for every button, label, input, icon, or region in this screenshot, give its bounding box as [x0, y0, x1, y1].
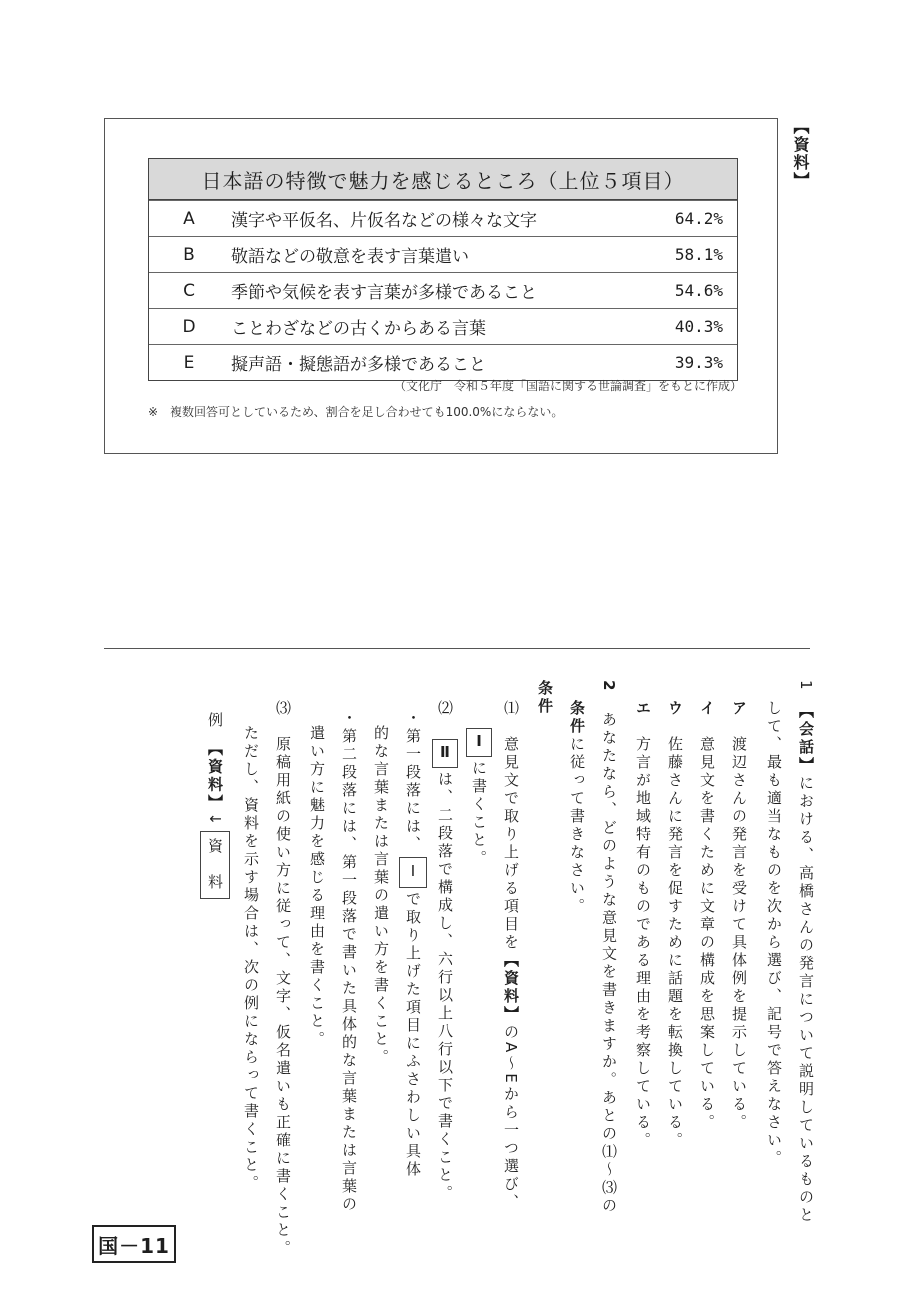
q2-line1 [592, 680, 626, 1215]
cond1-line1 [494, 700, 528, 1212]
cond2-line4: ・第二段落には、第一段落で書いた具体的な言葉または言葉の [340, 710, 358, 1214]
option-key: エ [634, 700, 652, 718]
cond2-line5: 遣い方に魅力を感じる理由を書くこと。 [308, 725, 326, 1049]
material-label: 【資料】 [791, 118, 810, 190]
answer-box-1: Ⅰ [466, 728, 492, 757]
cond2-bullet1-cont: で取り上げた項目にふさわしい具体 [404, 891, 422, 1179]
row-key: D [182, 316, 196, 337]
q1-line1 [789, 680, 823, 1225]
row-key: C [183, 280, 195, 301]
cond3-line1 [266, 700, 300, 1258]
row-item: 敬語などの敬意を表す言葉遣い [231, 247, 469, 267]
q1-line2: して、最も適当なものを次から選び、記号で答えなさい。 [765, 700, 783, 1168]
q2-line2 [560, 700, 594, 916]
table-row [149, 344, 737, 380]
q1-number: 1 [797, 680, 815, 693]
option-key: ウ [666, 700, 684, 718]
example-box [200, 831, 230, 899]
option-text: 渡辺さんの発言を受けて具体例を提示している。 [730, 736, 748, 1132]
option-e [626, 700, 660, 1150]
cond1-text: 意見文で取り上げる項目を [502, 736, 520, 952]
cond3-line2: ただし、資料を示す場合は、次の例にならって書くこと。 [242, 725, 260, 1193]
answer-box-ref: Ⅰ [399, 857, 427, 888]
section-divider [104, 648, 810, 649]
cond1-line2 [462, 725, 496, 868]
example [198, 712, 232, 902]
source-citation: （文化庁 令和５年度「国語に関する世論調査」をもとに作成） [393, 379, 742, 393]
row-percent: 39.3% [674, 353, 723, 372]
q2-text: あなたなら、どのような意見文を書きますか。あとの⑴〜⑶の [600, 711, 618, 1216]
table-row [149, 200, 737, 236]
row-percent: 58.1% [674, 245, 723, 264]
survey-table [148, 158, 738, 381]
cond2-bullet1: ・第一段落には、 [404, 710, 422, 854]
row-item: 季節や気候を表す言葉が多様であること [231, 283, 537, 303]
cond2-line3: 的な言葉または言葉の遣い方を書くこと。 [372, 725, 390, 1067]
table-row [149, 236, 737, 272]
cond2-line1 [428, 700, 462, 1203]
cond2-line2 [396, 710, 430, 1179]
answer-box-2: Ⅱ [432, 739, 458, 768]
cond3-text: 原稿用紙の使い方に従って、文字、仮名遣いも正確に書くこと。 [274, 736, 292, 1258]
row-percent: 64.2% [674, 209, 723, 228]
row-item: 擬声語・擬態語が多様であること [231, 355, 486, 375]
cond1-text-cont: のA〜Eから一つ選び、 [502, 1024, 520, 1212]
option-i [690, 700, 724, 1132]
option-key: ア [730, 700, 748, 718]
conversation-ref: 【会話】 [797, 710, 815, 776]
table-row [149, 308, 737, 344]
cond3-number: ⑶ [274, 700, 292, 718]
conditions-ref: 条件 [568, 700, 586, 736]
q2-text-cont: に従って書きなさい。 [568, 736, 586, 916]
row-item: 漢字や平仮名、片仮名などの様々な文字 [231, 211, 537, 231]
arrow-down-icon: ↓ [206, 812, 224, 829]
option-text: 方言が地域特有のものである理由を考察している。 [634, 736, 652, 1150]
cond2-text: は、二段落で構成し、六行以上八行以下で書くこと。 [436, 771, 454, 1203]
q1-text: における、高橋さんの発言について説明しているものと [797, 775, 815, 1226]
conditions-label: 条件 [536, 680, 554, 716]
material-ref: 【資料】 [502, 952, 520, 1024]
cond1-number: ⑴ [502, 700, 520, 718]
row-key: E [183, 352, 195, 373]
option-a [722, 700, 756, 1132]
page-number: 国－11 [92, 1225, 176, 1263]
table-title: 日本語の特徴で魅力を感じるところ（上位５項目） [149, 159, 737, 200]
row-item: ことわざなどの古くからある言葉 [231, 319, 486, 339]
cond2-number: ⑵ [436, 700, 454, 718]
option-text: 意見文を書くために文章の構成を思案している。 [698, 736, 716, 1132]
row-key: A [183, 208, 195, 229]
example-label: 例 [206, 712, 224, 730]
option-text: 佐藤さんに発言を促すために話題を転換している。 [666, 736, 684, 1150]
option-u [658, 700, 692, 1150]
table-row [149, 272, 737, 308]
row-percent: 40.3% [674, 317, 723, 336]
cond1-text-end: に書くこと。 [470, 760, 488, 868]
row-key: B [183, 244, 195, 265]
option-key: イ [698, 700, 716, 718]
example-material: 【資料】 [206, 748, 224, 813]
footnote: ※ 複数回答可としているため、割合を足し合わせても100.0%にならない。 [148, 405, 564, 419]
q2-number: 2 [600, 680, 618, 694]
example-box-char2: 料 [206, 874, 224, 893]
row-percent: 54.6% [674, 281, 723, 300]
example-box-char1: 資 [206, 838, 224, 857]
